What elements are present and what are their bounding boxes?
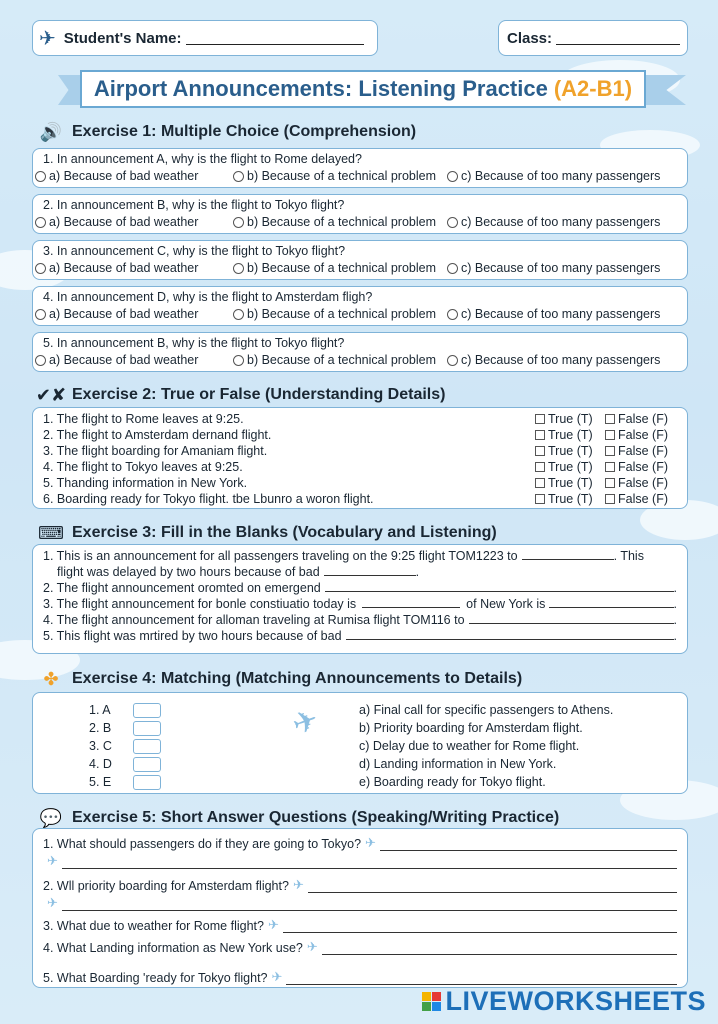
fb-text: 2. The flight announcement oromted on emergend (43, 581, 321, 595)
tf-statement: 6. Boarding ready for Tokyo flight. tbe Lbunro a woron flight. (43, 492, 374, 506)
tf-row (43, 443, 677, 459)
mc-question-text: 4. In announcement D, why is the flight to Amsterdam fligh? (43, 290, 373, 304)
false-option[interactable] (605, 492, 675, 506)
matching-box (32, 692, 688, 794)
match-row (89, 773, 161, 791)
mc-option-b[interactable] (233, 353, 447, 367)
airplane-icon: ✈ (39, 27, 56, 50)
fb-row (43, 548, 677, 564)
mc-question-2 (32, 194, 688, 234)
match-letter: 5. E (89, 775, 112, 789)
true-label: True (T) (548, 444, 593, 458)
matching-right-column (359, 701, 613, 791)
true-option[interactable] (535, 460, 605, 474)
class-field[interactable] (556, 31, 680, 45)
mc-option-a[interactable] (35, 307, 233, 321)
fb-text: flight was delayed by two hours because of bad (57, 565, 320, 579)
liveworksheets-logo (422, 986, 706, 1017)
option-text: a) Because of bad weather (49, 353, 199, 367)
radio-circle[interactable] (447, 355, 458, 366)
mc-option-a[interactable] (35, 169, 233, 183)
plane-icon: ✈ (365, 835, 376, 850)
ex4-title (36, 667, 522, 691)
fb-text: . (673, 629, 677, 643)
checkmark-cross-icon: ✔✘ (35, 384, 67, 405)
answer-line[interactable] (308, 881, 677, 893)
false-option[interactable] (605, 444, 675, 458)
radio-circle[interactable] (35, 217, 46, 228)
mc-question-text: 2. In announcement B, why is the flight to Tokyo flight? (43, 198, 345, 212)
ex4-title-text: Exercise 4: Matching (Matching Announcements to Details) (72, 670, 523, 687)
blank-field[interactable] (549, 596, 673, 608)
mc-option-b[interactable] (233, 169, 447, 183)
puzzle-icon: ✤ (43, 668, 59, 689)
option-text: b) Because of a technical problem (247, 215, 436, 229)
checkbox[interactable] (535, 478, 545, 488)
fb-text: . (415, 565, 420, 579)
false-option[interactable] (605, 428, 675, 442)
plane-icon: ✈ (267, 917, 279, 932)
fb-row (43, 564, 677, 580)
true-option[interactable] (535, 444, 605, 458)
false-option[interactable] (605, 476, 675, 490)
mc-question-4 (32, 286, 688, 326)
plane-decoration-icon: ✈ (288, 702, 324, 743)
radio-circle[interactable] (233, 217, 244, 228)
ex2-title-text: Exercise 2: True or False (Understanding Details) (72, 386, 446, 403)
sa-question: 4. What Landing information as New York use? (43, 941, 303, 955)
true-option[interactable] (535, 492, 605, 506)
tf-statement: 2. The flight to Amsterdam dernand flight. (43, 428, 272, 442)
tf-row (43, 475, 677, 491)
match-letter: 4. D (89, 757, 112, 771)
checkbox[interactable] (535, 414, 545, 424)
liveworksheets-logo-icon (422, 992, 441, 1011)
mc-option-c[interactable] (447, 307, 660, 321)
answer-line[interactable] (283, 921, 677, 933)
option-text: c) Because of too many passengers (461, 261, 661, 275)
option-text: a) Because of bad weather (49, 169, 199, 183)
mc-question-text: 1. In announcement A, why is the flight to Rome delayed? (43, 152, 362, 166)
mc-question-text: 3. In announcement C, why is the flight to Tokyo flight? (43, 244, 346, 258)
student-name-box (32, 20, 378, 56)
false-option[interactable] (605, 412, 675, 426)
fill-blanks-box (32, 544, 688, 654)
match-detail: a) Final call for specific passengers to Athens. (359, 703, 614, 717)
match-row (89, 737, 161, 755)
plane-icon: ✈ (292, 877, 304, 892)
match-answer-box[interactable] (133, 721, 161, 736)
match-detail: e) Boarding ready for Tokyo flight. (359, 775, 546, 789)
false-label: False (F) (618, 444, 668, 458)
mc-option-b[interactable] (233, 215, 447, 229)
plane-icon: ✈ (306, 939, 318, 954)
student-name-label: Student's Name: (63, 29, 182, 47)
ex3-title-text: Exercise 3: Fill in the Blanks (Vocabulary and Listening) (72, 524, 497, 541)
fb-text: 3. The flight announcement for bonle constiuatio today is (43, 597, 357, 611)
answer-line[interactable] (62, 899, 677, 911)
keyboard-icon: ⌨ (38, 522, 64, 543)
sa-row (43, 851, 677, 869)
fb-text: of New York is (466, 597, 546, 611)
tf-row (43, 411, 677, 427)
match-row (89, 701, 161, 719)
tf-row (43, 491, 677, 507)
mc-option-a[interactable] (35, 353, 233, 367)
radio-circle[interactable] (447, 217, 458, 228)
checkbox[interactable] (605, 494, 615, 504)
answer-line[interactable] (286, 973, 677, 985)
tf-row (43, 459, 677, 475)
false-label: False (F) (618, 412, 668, 426)
fb-text: 4. The flight announcement for alloman traveling at Rumisa flight TOM116 to (43, 613, 465, 627)
title-main: Airport Announcements: Listening Practice (93, 76, 548, 101)
checkbox[interactable] (535, 430, 545, 440)
plane-icon: ✈ (47, 895, 58, 910)
tf-statement: 4. The flight to Tokyo leaves at 9:25. (43, 460, 243, 474)
match-answer-box[interactable] (133, 703, 161, 718)
speech-bubble-icon: 💬 (39, 807, 63, 828)
radio-circle[interactable] (35, 171, 46, 182)
option-text: c) Because of too many passengers (461, 307, 661, 321)
liveworksheets-text: LIVEWORKSHEETS (445, 986, 706, 1016)
option-text: a) Because of bad weather (49, 215, 199, 229)
option-text: a) Because of bad weather (49, 307, 199, 321)
option-text: c) Because of too many passengers (461, 169, 661, 183)
answer-line[interactable] (380, 839, 677, 851)
sa-row (43, 833, 677, 851)
checkbox[interactable] (605, 462, 615, 472)
true-label: True (T) (548, 412, 593, 426)
ex1-title-text: Exercise 1: Multiple Choice (Comprehension) (72, 123, 417, 140)
true-label: True (T) (548, 428, 593, 442)
answer-line[interactable] (62, 857, 677, 869)
sa-question: 5. What Boarding 'ready for Tokyo flight? (43, 971, 268, 985)
tf-row (43, 427, 677, 443)
mc-question-1 (32, 148, 688, 188)
sa-row (43, 911, 677, 933)
match-answer-box[interactable] (133, 739, 161, 754)
page-title (80, 70, 646, 108)
option-text: b) Because of a technical problem (247, 261, 436, 275)
radio-circle[interactable] (447, 171, 458, 182)
fb-text: . This (613, 549, 644, 563)
option-text: c) Because of too many passengers (461, 353, 661, 367)
blank-field[interactable] (324, 564, 416, 576)
fb-text: 5. This flight was mrtired by two hours because of bad (43, 629, 342, 643)
plane-icon: ✈ (271, 969, 283, 984)
class-label: Class: (507, 29, 553, 47)
true-label: True (T) (548, 460, 593, 474)
fb-row (43, 596, 677, 612)
mc-option-a[interactable] (35, 215, 233, 229)
fb-row (43, 628, 677, 644)
ex3-title (36, 521, 497, 545)
radio-circle[interactable] (35, 263, 46, 274)
sa-row (43, 893, 677, 911)
class-box (498, 20, 688, 56)
true-option[interactable] (535, 412, 605, 426)
fb-text: 1. This is an announcement for all passengers traveling on the 9:25 flight TOM1223 to (43, 549, 518, 563)
ex2-title (36, 383, 445, 407)
mc-question-5 (32, 332, 688, 372)
ex1-title (36, 120, 416, 144)
match-letter: 1. A (89, 703, 111, 717)
match-answer-box[interactable] (133, 775, 161, 790)
option-text: a) Because of bad weather (49, 261, 199, 275)
match-row (89, 719, 161, 737)
checkbox[interactable] (605, 478, 615, 488)
ex5-title (36, 806, 559, 830)
true-option[interactable] (535, 476, 605, 490)
option-text: b) Because of a technical problem (247, 307, 436, 321)
speaker-icon: 🔊 (39, 121, 63, 142)
checkbox[interactable] (605, 430, 615, 440)
short-answer-box (32, 828, 688, 988)
false-option[interactable] (605, 460, 675, 474)
true-option[interactable] (535, 428, 605, 442)
mc-option-b[interactable] (233, 261, 447, 275)
false-label: False (F) (618, 460, 668, 474)
option-text: b) Because of a technical problem (247, 169, 436, 183)
true-false-box (32, 407, 688, 509)
blank-field[interactable] (469, 612, 674, 624)
mc-option-c[interactable] (447, 215, 660, 229)
radio-circle[interactable] (233, 355, 244, 366)
ex5-title-text: Exercise 5: Short Answer Questions (Speaking/Writing Practice) (72, 809, 560, 826)
radio-circle[interactable] (35, 309, 46, 320)
fb-text: . (673, 581, 677, 595)
sa-row (43, 955, 677, 985)
false-label: False (F) (618, 428, 668, 442)
sa-row (43, 933, 677, 955)
radio-circle[interactable] (447, 263, 458, 274)
sa-question: 1. What should passengers do if they are going to Tokyo? (43, 837, 362, 851)
radio-circle[interactable] (35, 355, 46, 366)
sa-question: 3. What due to weather for Rome flight? (43, 919, 264, 933)
match-letter: 3. C (89, 739, 112, 753)
match-detail: d) Landing information in New York. (359, 757, 557, 771)
option-text: b) Because of a technical problem (247, 353, 436, 367)
radio-circle[interactable] (233, 171, 244, 182)
true-label: True (T) (548, 492, 593, 506)
fb-text: . (673, 613, 677, 627)
tf-statement: 3. The flight boarding for Amaniam flight. (43, 444, 268, 458)
option-text: c) Because of too many passengers (461, 215, 661, 229)
mc-question-text: 5. In announcement B, why is the flight to Tokyo flight? (43, 336, 345, 350)
checkbox[interactable] (605, 446, 615, 456)
radio-circle[interactable] (233, 309, 244, 320)
student-name-field[interactable] (186, 31, 364, 45)
false-label: False (F) (618, 476, 668, 490)
mc-option-c[interactable] (447, 169, 660, 183)
mc-option-c[interactable] (447, 261, 660, 275)
fb-text: . (673, 597, 677, 611)
match-answer-box[interactable] (133, 757, 161, 772)
blank-field[interactable] (522, 548, 614, 560)
checkbox[interactable] (535, 446, 545, 456)
fb-row (43, 580, 677, 596)
true-label: True (T) (548, 476, 593, 490)
fb-row (43, 612, 677, 628)
sa-question: 2. Wll priority boarding for Amsterdam flight? (43, 879, 289, 893)
checkbox[interactable] (605, 414, 615, 424)
answer-line[interactable] (322, 943, 677, 955)
match-detail: c) Delay due to weather for Rome flight. (359, 739, 580, 753)
false-label: False (F) (618, 492, 668, 506)
radio-circle[interactable] (233, 263, 244, 274)
mc-question-3 (32, 240, 688, 280)
radio-circle[interactable] (447, 309, 458, 320)
mc-option-a[interactable] (35, 261, 233, 275)
tf-statement: 5. Thanding information in New York. (43, 476, 248, 490)
blank-field[interactable] (346, 628, 674, 640)
checkbox[interactable] (535, 462, 545, 472)
tf-statement: 1. The flight to Rome leaves at 9:25. (43, 412, 244, 426)
blank-field[interactable] (362, 596, 460, 608)
blank-field[interactable] (325, 580, 674, 592)
matching-left-column (89, 701, 161, 791)
checkbox[interactable] (535, 494, 545, 504)
match-row (89, 755, 161, 773)
sa-row (43, 869, 677, 893)
mc-option-c[interactable] (447, 353, 660, 367)
match-detail: b) Priority boarding for Amsterdam flight. (359, 721, 583, 735)
mc-option-b[interactable] (233, 307, 447, 321)
plane-icon: ✈ (47, 853, 58, 868)
match-letter: 2. B (89, 721, 112, 735)
title-level: (A2-B1) (553, 76, 633, 101)
